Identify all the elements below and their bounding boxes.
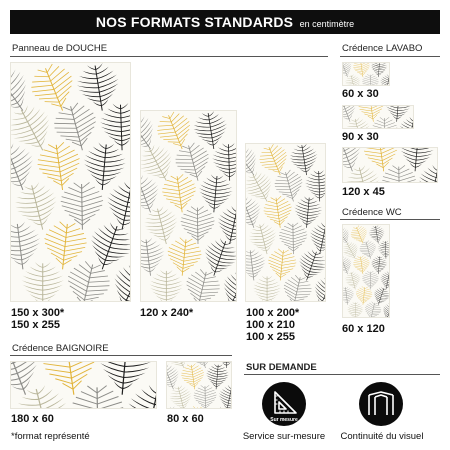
- format-line: 150 x 255: [11, 319, 60, 331]
- service-sur-mesure-label: Service sur-mesure: [242, 431, 326, 442]
- panel-baignoire-180x60: [10, 361, 157, 409]
- banner-subtitle: en centimètre: [299, 19, 355, 29]
- palm-leaf-pattern: [343, 148, 437, 182]
- panel-baignoire-80x60: [166, 361, 232, 409]
- format-baignoire-1: 180 x 60: [11, 413, 54, 425]
- format-line: 150 x 300*: [11, 307, 65, 319]
- ruler-triangle-icon: [262, 382, 306, 426]
- section-title-wc: Crédence WC: [342, 207, 402, 218]
- palm-leaf-pattern: [141, 111, 236, 301]
- palm-leaf-pattern: [246, 144, 325, 301]
- format-line: 100 x 210: [246, 319, 295, 331]
- format-lavabo-1: 60 x 30: [342, 88, 379, 100]
- format-line: 120 x 240*: [140, 307, 194, 319]
- format-wc-1: 60 x 120: [342, 323, 385, 335]
- format-line: 100 x 200*: [246, 307, 300, 319]
- divider-baignoire: [10, 355, 232, 356]
- format-douche-2: [140, 307, 193, 319]
- format-line: 100 x 255: [246, 331, 295, 343]
- format-douche-3: [246, 307, 299, 343]
- format-lavabo-2: 90 x 30: [342, 131, 379, 143]
- connected-panels-icon: [359, 382, 403, 426]
- palm-leaf-pattern: [343, 225, 389, 317]
- section-title-lavabo: Crédence LAVABO: [342, 43, 423, 54]
- format-douche-1: [11, 307, 64, 331]
- divider-sur-demande: [244, 374, 440, 375]
- sur-mesure-icon-text: Sur mesure: [270, 417, 298, 423]
- panel-douche-150x300: [10, 62, 131, 302]
- panel-wc-60x120: [342, 224, 390, 318]
- header-banner: [10, 10, 440, 34]
- divider-wc: [340, 219, 440, 220]
- section-title-baignoire: Crédence BAIGNOIRE: [12, 343, 109, 354]
- format-note: *format représenté: [11, 431, 90, 442]
- panel-douche-120x240: [140, 110, 237, 302]
- palm-leaf-pattern: [11, 362, 156, 408]
- banner-title: NOS FORMATS STANDARDS: [95, 14, 294, 30]
- palm-leaf-pattern: [343, 106, 413, 128]
- panel-lavabo-90x30: [342, 105, 414, 129]
- format-baignoire-2: 80 x 60: [167, 413, 204, 425]
- panel-lavabo-120x45: [342, 147, 438, 183]
- service-continuite-label: Continuité du visuel: [340, 431, 424, 442]
- divider-lavabo: [340, 56, 440, 57]
- panel-douche-100x200: [245, 143, 326, 302]
- palm-leaf-pattern: [11, 63, 130, 301]
- palm-leaf-pattern: [343, 63, 389, 85]
- palm-leaf-pattern: [167, 362, 231, 408]
- divider-douche: [10, 56, 328, 57]
- section-title-douche: Panneau de DOUCHE: [12, 43, 108, 54]
- panel-lavabo-60x30: [342, 62, 390, 86]
- section-title-sur-demande: SUR DEMANDE: [246, 362, 317, 373]
- format-lavabo-3: 120 x 45: [342, 186, 385, 198]
